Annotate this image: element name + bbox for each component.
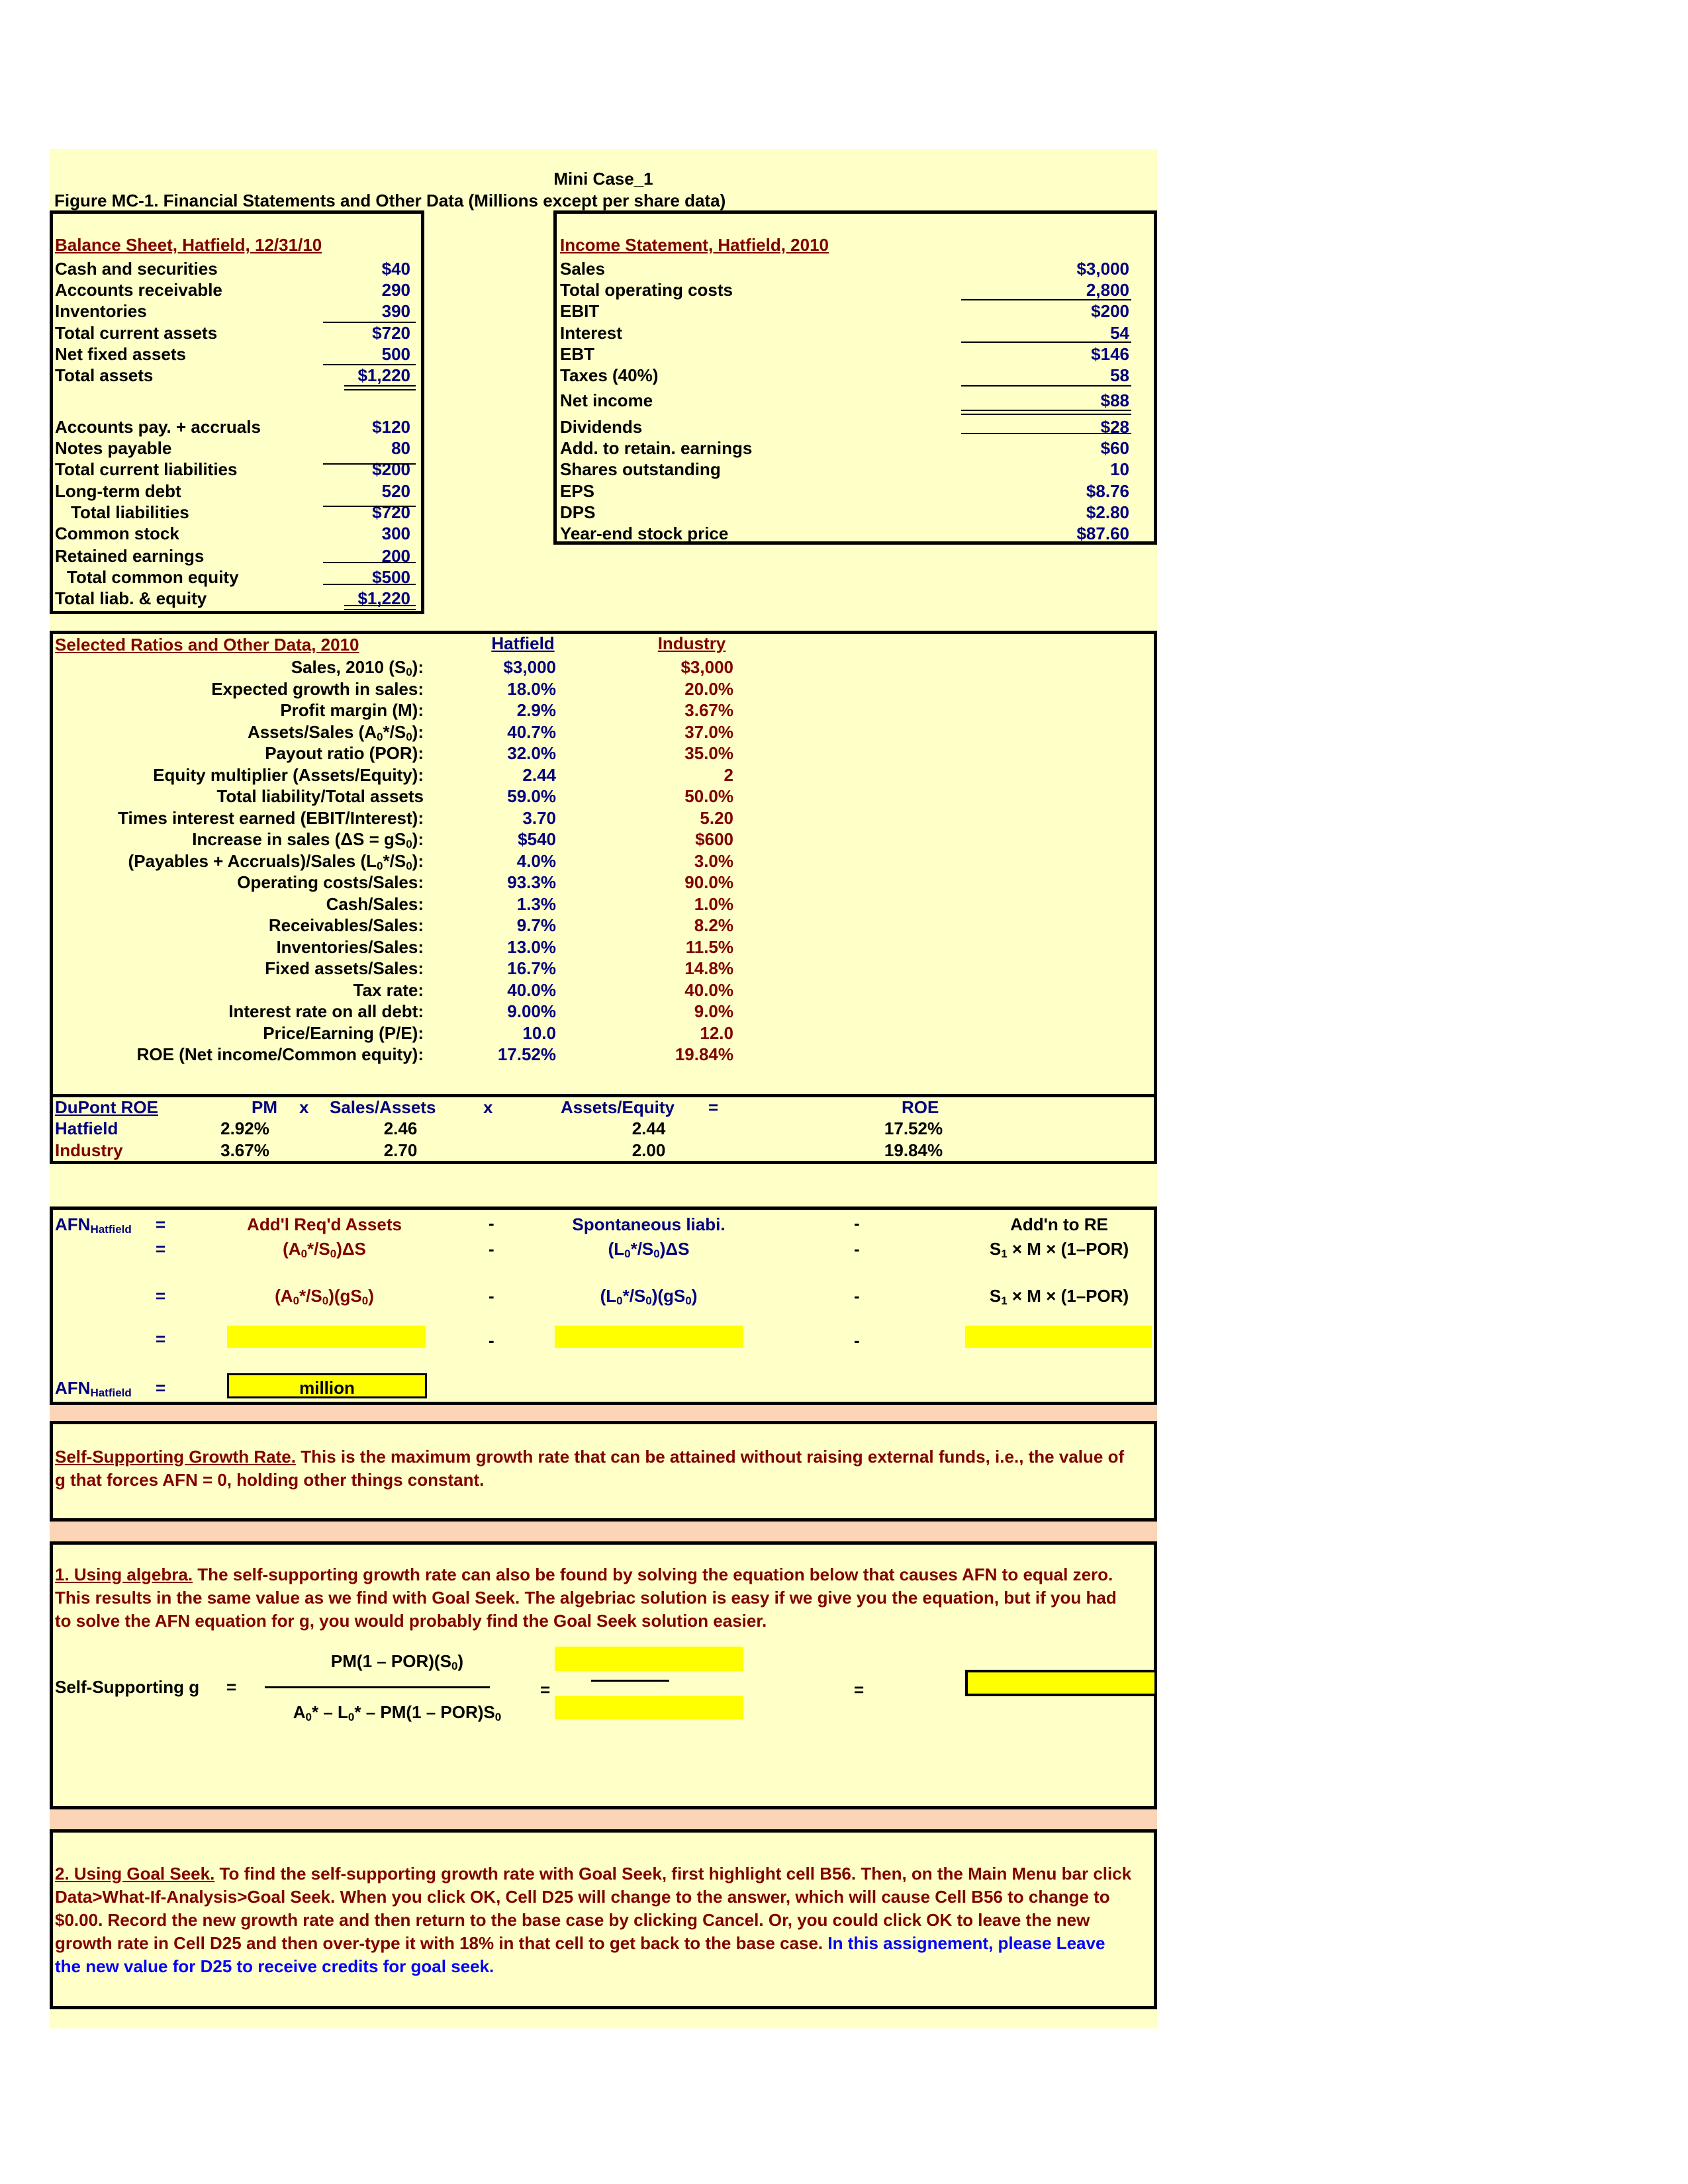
ratio-label-text: Interest rate on all debt: — [228, 1001, 424, 1021]
ratio-industry-value: 37.0% — [684, 721, 733, 742]
dupont-assets-equity-header: Assets/Equity — [561, 1097, 675, 1117]
ratio-industry-value: $3,000 — [680, 657, 733, 677]
peach-band — [50, 1522, 1157, 1541]
ratio-label — [66, 980, 424, 1001]
dupont-heading: DuPont ROE — [55, 1097, 158, 1117]
ratio-industry-value: 35.0% — [684, 743, 733, 763]
ratio-hatfield-value: 13.0% — [507, 936, 556, 957]
afn-minus-6: - — [854, 1286, 860, 1306]
is-row-label: DPS — [560, 502, 596, 522]
ratio-label — [66, 1001, 424, 1022]
bs-row-value: $1,220 — [357, 588, 410, 608]
ratio-industry-value: 11.5% — [685, 936, 733, 957]
afn-formula-liab-text: (L — [608, 1239, 625, 1259]
dupont-pm-header: PM — [252, 1097, 277, 1117]
hatfield-column-heading: Hatfield — [491, 633, 555, 653]
ssg-heading: Self-Supporting Growth Rate. — [55, 1447, 296, 1467]
ratio-label-tail: ): — [412, 721, 424, 742]
ssg-denominator: $A_0* - L_0* - PM(1 - POR)S_0$ — [293, 1702, 502, 1723]
ssg-eq-2: = — [540, 1680, 551, 1700]
ratio-label-text: Cash/Sales: — [326, 893, 424, 914]
ratio-hatfield-value: 18.0% — [507, 678, 556, 699]
is-row-value: 58 — [1110, 365, 1129, 385]
bs-row-value: 520 — [381, 481, 410, 501]
is-row-label: Dividends — [560, 417, 643, 437]
ratio-industry-value: 8.2% — [694, 915, 733, 935]
bs-row-value: 500 — [381, 344, 410, 364]
ratio-label-tail: */S — [383, 721, 406, 742]
afn-million-unit: million — [299, 1378, 355, 1398]
ratio-label-text: ROE (Net income/Common equity): — [136, 1044, 424, 1064]
ratio-label — [66, 679, 424, 700]
dupont-roe-header: ROE — [902, 1097, 939, 1117]
bs-row-value: $200 — [372, 459, 410, 479]
bs-row-value: 390 — [381, 301, 410, 321]
dupont-x-1: x — [299, 1097, 309, 1117]
bs-row-value: 300 — [381, 523, 410, 543]
bs-row-value: 80 — [391, 438, 410, 458]
is-row-value: $200 — [1091, 301, 1129, 321]
afn-label-text: AFN — [55, 1214, 91, 1234]
ratio-label-text: (Payables + Accruals)/Sales (L — [128, 850, 377, 871]
ratio-industry-value: 12.0 — [700, 1023, 733, 1043]
ratio-label — [66, 808, 424, 829]
bs-row-label: Total liab. & equity — [55, 588, 207, 608]
ratio-label — [66, 958, 424, 979]
ratio-hatfield-value: 40.7% — [507, 721, 556, 742]
is-row-value: 2,800 — [1086, 280, 1129, 300]
ratio-label — [66, 894, 424, 915]
afn-formula-assets-g: $(A_0*/S_0)(gS_0)$ — [275, 1286, 374, 1307]
ratio-label-sub: 0 — [406, 859, 412, 872]
ratio-label — [66, 722, 424, 743]
goal-seek-text: To find the self-supporting growth rate with Goal Seek, first highlight cell B56. Then, on the Main Menu bar click Data>What-If-Analysis>Goal Seek. When you click OK, Cell D25 will change to the answer, which will cause Cell B56 to change to $0.00. Record the new growth rate and then return to the base case by clicking Cancel. Or, you could click OK to leave the new growth rate in Cell D25 and then over-type it with 18% in that cell to get back to the base case. — [55, 1864, 1132, 1953]
ratio-label — [66, 851, 424, 872]
bs-row-label: Retained earnings — [55, 546, 205, 566]
ratio-industry-value: 19.84% — [675, 1044, 733, 1064]
is-row-value: $2.80 — [1086, 502, 1129, 522]
is-row-value: $28 — [1100, 417, 1129, 437]
ratio-label — [66, 829, 424, 850]
dupont-pm-value: 2.92% — [220, 1118, 269, 1138]
afn-minus-8: - — [854, 1330, 860, 1350]
bs-row-value: 290 — [381, 280, 410, 300]
cell-fraction-bar — [591, 1680, 669, 1682]
ratio-hatfield-value: $3,000 — [503, 657, 556, 677]
is-row-value: $60 — [1100, 438, 1129, 458]
afn-minus-4: - — [854, 1239, 860, 1259]
ssg-text: This is the maximum growth rate that can be attained without raising external funds, i.e., the value of g that forces AFN = 0, holding other things constant. — [55, 1447, 1125, 1490]
afn-col1-head: Add'l Req'd Assets — [247, 1214, 402, 1234]
afn-formula-assets-text: (A — [283, 1239, 301, 1259]
is-row-label: Total operating costs — [560, 280, 733, 300]
is-row-label: Shares outstanding — [560, 459, 721, 479]
afn-minus-5: - — [489, 1286, 494, 1306]
ratio-hatfield-value: 40.0% — [507, 979, 556, 1000]
algebra-paragraph — [55, 1563, 1134, 1633]
ratio-hatfield-value: 2.9% — [516, 700, 556, 720]
afn-liab-input-cell[interactable] — [555, 1326, 743, 1348]
bs-rule — [323, 364, 416, 365]
ratio-label — [66, 700, 424, 721]
bs-row-value: $1,220 — [357, 365, 410, 385]
bs-rule — [323, 562, 416, 563]
afn-formula-re: $S_1 \times M \times (1-POR)$ — [989, 1239, 1129, 1260]
goal-seek-paragraph — [55, 1862, 1134, 1978]
ratio-hatfield-value: 93.3% — [507, 872, 556, 892]
ratio-label-text: Inventories/Sales: — [276, 936, 424, 957]
bs-row-label: Notes payable — [55, 438, 172, 458]
ratio-industry-value: 40.0% — [684, 979, 733, 1000]
ratio-label-text: Increase in sales (ΔS = gS — [192, 829, 406, 849]
bs-row-value: $40 — [381, 259, 410, 279]
ratio-label-text: Payout ratio (POR): — [265, 743, 424, 763]
bs-row-value: $720 — [372, 323, 410, 343]
is-row-value: 10 — [1110, 459, 1129, 479]
income-statement-heading: Income Statement, Hatfield, 2010 — [560, 235, 829, 255]
dupont-assets-equity-value: 2.00 — [632, 1140, 666, 1160]
ratio-industry-value: 3.67% — [684, 700, 733, 720]
bs-rule — [323, 506, 416, 507]
ratio-label-sub: 0 — [406, 838, 412, 850]
is-row-label: Add. to retain. earnings — [560, 438, 753, 458]
bs-row-label: Total current liabilities — [55, 459, 238, 479]
ratio-label-text: Expected growth in sales: — [211, 678, 424, 699]
is-row-value: $88 — [1100, 390, 1129, 410]
algebra-text: The self-supporting growth rate can also be found by solving the equation below that causes AFN to equal zero. This results in the same value as we find with Goal Seek. The algebriac solution is easy if we give you the equation, but if you had to solve the AFN equation for g, you would probably find the Goal Seek solution easier. — [55, 1565, 1117, 1631]
is-row-label: Net income — [560, 390, 653, 410]
bs-row-label: Total common equity — [67, 567, 239, 587]
ratio-label-text: Operating costs/Sales: — [237, 872, 424, 892]
afn-label-sub: Hatfield — [90, 1223, 132, 1236]
is-row-value: 54 — [1110, 323, 1129, 343]
ratio-industry-value: $600 — [695, 829, 733, 849]
bs-row-label: Long-term debt — [55, 481, 181, 501]
ratio-label — [66, 786, 424, 807]
industry-column-heading: Industry — [657, 633, 726, 653]
afn-minus-2: - — [854, 1213, 860, 1233]
afn-formula-assets: $(A_0*/S_0)\Delta S$ — [283, 1239, 366, 1260]
ratio-label — [66, 915, 424, 936]
afn-eq-5: = — [156, 1378, 166, 1398]
ratio-hatfield-value: 32.0% — [507, 743, 556, 763]
is-row-label: Interest — [560, 323, 622, 343]
bs-rule — [323, 584, 416, 585]
bs-row-label: Total current assets — [55, 323, 218, 343]
bs-rule — [323, 463, 416, 465]
is-rule — [961, 433, 1131, 434]
bs-row-value: $120 — [372, 417, 410, 437]
ratio-label-text: Times interest earned (EBIT/Interest): — [118, 807, 424, 828]
afn-col2-head: Spontaneous liabi. — [572, 1214, 726, 1234]
is-rule — [961, 299, 1131, 300]
ssg-denominator-cell[interactable] — [555, 1696, 743, 1719]
is-row-label: Sales — [560, 259, 605, 279]
ratio-hatfield-value: 59.0% — [507, 786, 556, 806]
ratio-label-tail: ): — [412, 850, 424, 871]
ratio-industry-value: 5.20 — [700, 807, 733, 828]
afn-re-input-cell[interactable] — [965, 1326, 1152, 1348]
ratio-industry-value: 90.0% — [684, 872, 733, 892]
ratio-label — [66, 657, 424, 678]
ratio-label-text: Tax rate: — [353, 979, 424, 1000]
afn-eq-2: = — [156, 1239, 166, 1259]
ratios-heading: Selected Ratios and Other Data, 2010 — [55, 635, 359, 655]
afn-minus-1: - — [489, 1213, 494, 1233]
dupont-pm-value: 3.67% — [220, 1140, 269, 1160]
is-row-value: $87.60 — [1076, 523, 1129, 543]
ratio-label-tail: ): — [412, 657, 424, 677]
page-title: Mini Case_1 — [553, 169, 653, 189]
bs-rule — [323, 322, 416, 323]
bs-row-label: Net fixed assets — [55, 344, 186, 364]
bs-row-label: Common stock — [55, 523, 179, 543]
goal-seek-heading: 2. Using Goal Seek. — [55, 1864, 215, 1884]
dupont-row-label: Hatfield — [55, 1118, 118, 1138]
ratio-label-text: Profit margin (M): — [280, 700, 424, 720]
ratio-industry-value: 14.8% — [684, 958, 733, 978]
afn-formula-liab: $(L_0*/S_0)\Delta S$ — [608, 1239, 690, 1260]
dupont-roe-value: 17.52% — [884, 1118, 943, 1138]
peach-band — [50, 1809, 1157, 1829]
ratio-label-sub: 0 — [406, 666, 412, 678]
ratio-hatfield-value: 10.0 — [522, 1023, 556, 1043]
afn-minus-7: - — [489, 1330, 494, 1350]
figure-subtitle: Figure MC-1. Financial Statements and Other Data (Millions except per share data) — [54, 191, 726, 210]
ratio-label-text: Equity multiplier (Assets/Equity): — [153, 764, 424, 785]
bs-row-label: Inventories — [55, 301, 147, 321]
ratio-label-text: Price/Earning (P/E): — [263, 1023, 424, 1043]
is-row-label: EPS — [560, 481, 595, 501]
ratio-label — [66, 1044, 424, 1065]
ratio-industry-value: 1.0% — [694, 893, 733, 914]
ratio-industry-value: 2 — [724, 764, 733, 785]
dupont-sales-assets-value: 2.46 — [383, 1118, 418, 1138]
dupont-equals: = — [708, 1097, 719, 1117]
ssg-eq-3: = — [854, 1680, 865, 1700]
dupont-roe-value: 19.84% — [884, 1140, 943, 1160]
is-rule — [961, 385, 1131, 387]
is-row-value: $8.76 — [1086, 481, 1129, 501]
dupont-x-2: x — [483, 1097, 493, 1117]
is-row-label: Year-end stock price — [560, 523, 729, 543]
ratio-label-text: Assets/Sales (A — [247, 721, 377, 742]
ratio-hatfield-value: 2.44 — [522, 764, 556, 785]
bs-double-rule — [344, 605, 416, 610]
ratio-label — [66, 765, 424, 786]
ratio-label — [66, 743, 424, 764]
ssg-formula-label: Self-Supporting g — [55, 1677, 200, 1697]
ratio-industry-value: 3.0% — [694, 850, 733, 871]
bs-row-label: Cash and securities — [55, 259, 218, 279]
afn-eq-1: = — [156, 1214, 166, 1234]
bs-row-value: $720 — [372, 502, 410, 522]
bs-row-label: Accounts pay. + accruals — [55, 417, 261, 437]
ssg-paragraph — [55, 1445, 1134, 1492]
bs-row-label: Total liabilities — [71, 502, 189, 522]
dupont-sales-assets-value: 2.70 — [383, 1140, 418, 1160]
ratio-label-sub: 0 — [406, 730, 412, 743]
afn-eq-3: = — [156, 1286, 166, 1306]
ratio-industry-value: 9.0% — [694, 1001, 733, 1021]
is-row-value: $3,000 — [1076, 259, 1129, 279]
afn-formula-re-2: $S_1 \times M \times (1-POR)$ — [989, 1286, 1129, 1307]
dupont-sales-assets-header: Sales/Assets — [330, 1097, 436, 1117]
dupont-row-label: Industry — [55, 1140, 123, 1160]
ratio-hatfield-value: $540 — [518, 829, 556, 849]
is-row-label: EBIT — [560, 301, 600, 321]
afn-minus-3: - — [489, 1239, 494, 1259]
is-double-rule — [961, 410, 1131, 415]
dupont-assets-equity-value: 2.44 — [632, 1118, 666, 1138]
ratio-industry-value: 20.0% — [684, 678, 733, 699]
afn-col3-head: Add'n to RE — [1010, 1214, 1108, 1234]
afn-formula-liab-g: $(L_0*/S_0)(gS_0)$ — [600, 1286, 698, 1307]
ratio-hatfield-value: 9.7% — [516, 915, 556, 935]
balance-sheet-heading: Balance Sheet, Hatfield, 12/31/10 — [55, 235, 322, 255]
ratio-hatfield-value: 9.00% — [507, 1001, 556, 1021]
afn-assets-input-cell[interactable] — [227, 1326, 426, 1348]
is-rule — [961, 341, 1131, 343]
afn-label — [55, 1214, 132, 1235]
is-row-label: EBT — [560, 344, 594, 364]
ratio-label-sub: 0 — [377, 859, 383, 872]
ratio-label-sub: 0 — [377, 730, 383, 743]
ratio-hatfield-value: 4.0% — [516, 850, 556, 871]
ratio-label-tail: */S — [383, 850, 406, 871]
ratio-hatfield-value: 16.7% — [507, 958, 556, 978]
afn-eq-4: = — [156, 1329, 166, 1349]
ssg-result-cell[interactable] — [965, 1670, 1157, 1696]
goal-seek-note: In this assignement, please Leave the new value for D25 to receive credits for goal seek. — [55, 1933, 1105, 1976]
algebra-heading: 1. Using algebra. — [55, 1565, 193, 1584]
ratio-label-text: Sales, 2010 (S — [291, 657, 406, 677]
bs-row-value: 200 — [381, 546, 410, 566]
ratio-label — [66, 1023, 424, 1044]
bs-row-label: Total assets — [55, 365, 154, 385]
ratio-label — [66, 937, 424, 958]
fraction-bar — [265, 1686, 490, 1688]
ssg-numerator: $PM(1 - POR)(S_0)$ — [330, 1651, 464, 1672]
ratio-label-text: Receivables/Sales: — [268, 915, 424, 935]
bs-double-rule — [344, 385, 416, 390]
ratio-label-text: Fixed assets/Sales: — [265, 958, 424, 978]
peach-band — [50, 1405, 1157, 1421]
ratio-hatfield-value: 1.3% — [516, 893, 556, 914]
ratio-label-text: Total liability/Total assets — [216, 786, 424, 806]
afn-result-label: $AFN_{Hatfield}$ — [55, 1378, 132, 1399]
bs-row-value: $500 — [372, 567, 410, 587]
ratio-label-tail: ): — [412, 829, 424, 849]
ratio-label — [66, 872, 424, 893]
ratio-industry-value: 50.0% — [684, 786, 733, 806]
ssg-numerator-cell[interactable] — [555, 1647, 743, 1671]
ratio-hatfield-value: 3.70 — [522, 807, 556, 828]
is-row-value: $146 — [1091, 344, 1129, 364]
is-row-label: Taxes (40%) — [560, 365, 659, 385]
bs-row-label: Accounts receivable — [55, 280, 222, 300]
ratio-hatfield-value: 17.52% — [497, 1044, 556, 1064]
ssg-eq-1: = — [226, 1677, 237, 1697]
